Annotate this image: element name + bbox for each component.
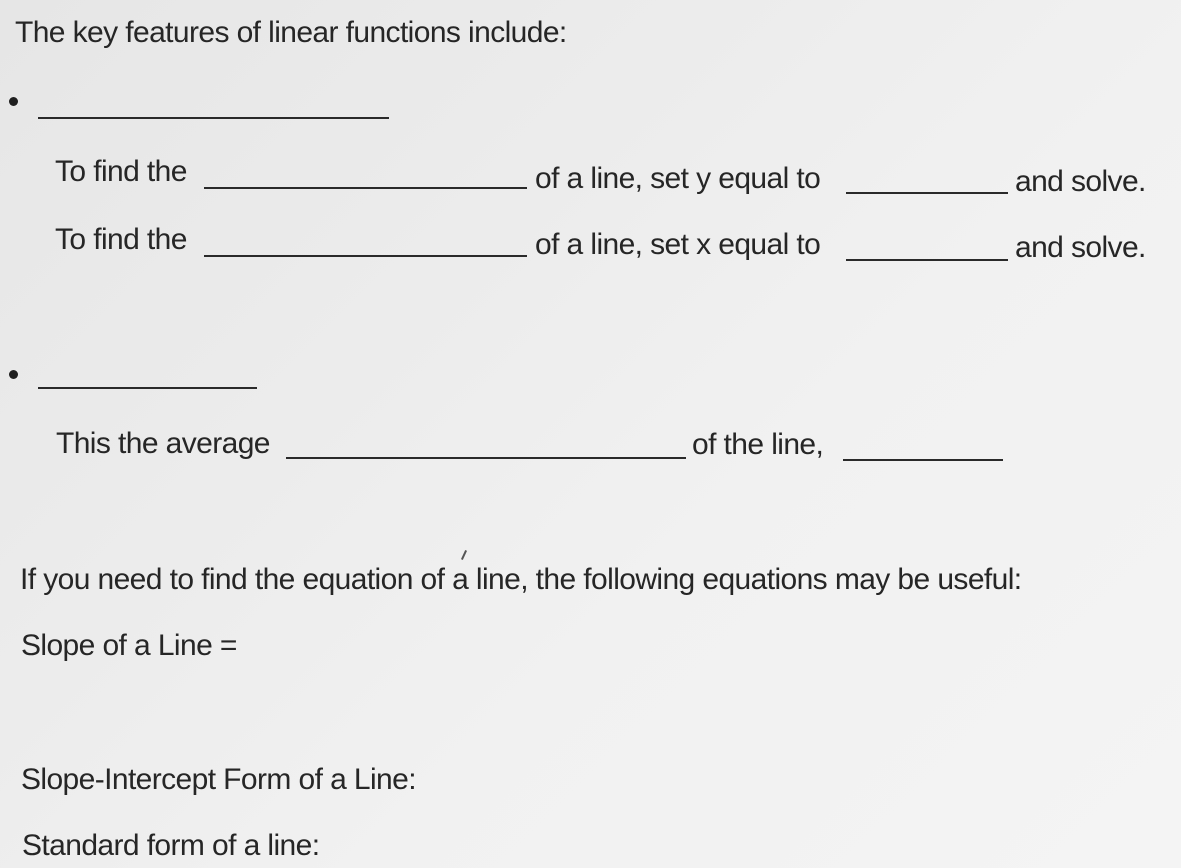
slope-line-prefix: This the average <box>56 427 270 460</box>
slope-formula-label: Slope of a Line = <box>21 629 237 662</box>
intercept-line1-prefix: To find the <box>55 155 187 188</box>
bullet-point <box>9 97 18 106</box>
intercept-line2-suffix: and solve. <box>1015 231 1146 264</box>
answer-blank[interactable] <box>846 192 1008 194</box>
answer-blank[interactable] <box>38 117 389 119</box>
bullet-point <box>9 370 18 379</box>
slope-intercept-label: Slope-Intercept Form of a Line: <box>21 763 416 796</box>
intercept-line1-middle: of a line, set y equal to <box>535 162 821 195</box>
pen-mark <box>461 550 467 560</box>
worksheet-heading: The key features of linear functions include: <box>15 16 567 49</box>
intercept-line1-suffix: and solve. <box>1015 165 1146 198</box>
answer-blank[interactable] <box>846 259 1008 261</box>
answer-blank[interactable] <box>38 387 257 389</box>
intercept-line2-middle: of a line, set x equal to <box>535 228 821 261</box>
answer-blank[interactable] <box>286 457 686 459</box>
answer-blank[interactable] <box>843 459 1003 461</box>
equations-intro: If you need to find the equation of a line, the following equations may be useful: <box>20 563 1022 596</box>
intercept-line2-prefix: To find the <box>55 223 187 256</box>
answer-blank[interactable] <box>204 255 527 257</box>
answer-blank[interactable] <box>204 187 527 189</box>
standard-form-label: Standard form of a line: <box>22 829 320 862</box>
slope-line-middle: of the line, <box>692 428 824 461</box>
